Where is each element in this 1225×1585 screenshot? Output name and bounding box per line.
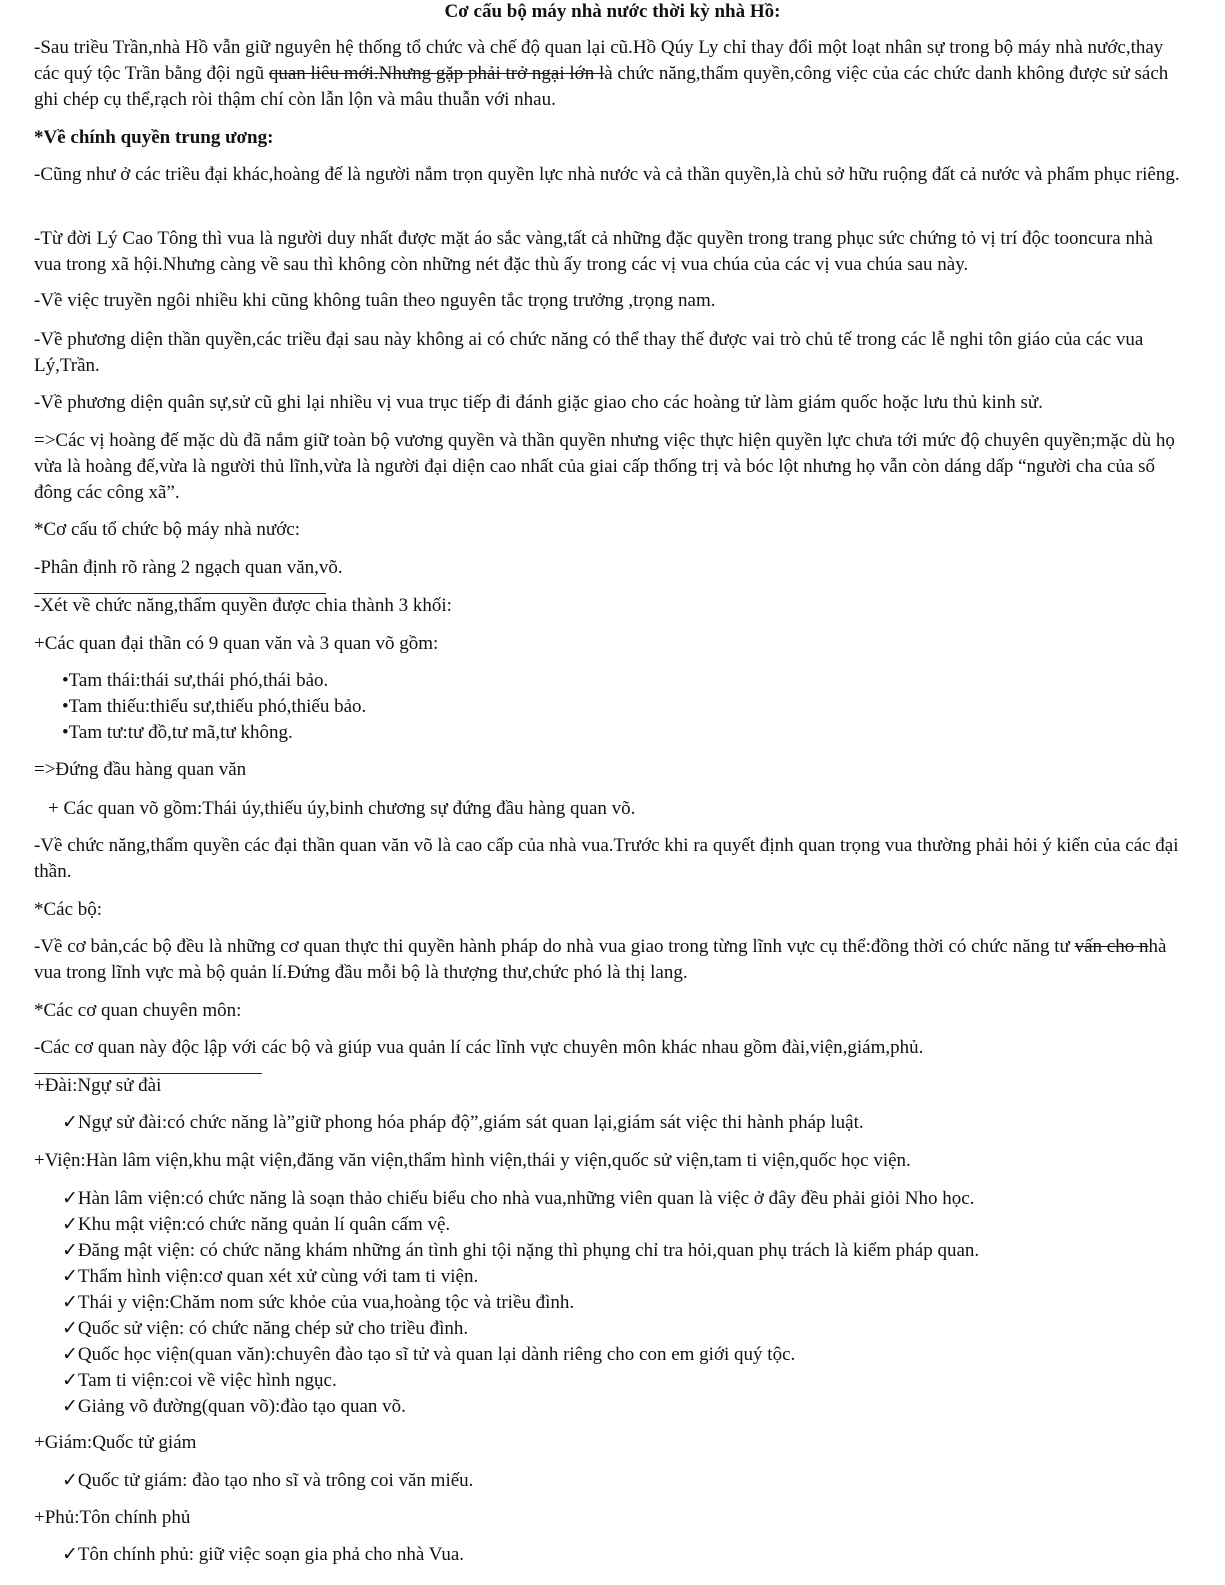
bullet-item: •Tam thiếu:thiếu sư,thiếu phó,thiếu bảo.: [62, 696, 367, 717]
subheading-vien: +Viện:Hàn lâm viện,khu mật viện,đăng văn viện,thẩm hình viện,thái y viện,quốc sử viện,tam ti viện,quốc học viện.: [34, 1150, 911, 1171]
paragraph-three-blocks: -Xét về chức năng,thẩm quyền được chia thành 3 khối:: [34, 595, 452, 616]
paragraph-text: -Sau triều Trần,nhà Hồ vẫn giữ nguyên hệ thống tổ chức và chế độ quan lại cũ.Hồ Qúy Ly chỉ thay đổi một loạt nhân sự trong bộ máy nhà nước,thay các quý tộc Trần bằng đội ngũ: [34, 37, 1164, 84]
section-heading-central-government: *Về chính quyền trung ương:: [34, 127, 274, 148]
paragraph-civil-head: =>Đứng đầu hàng quan văn: [34, 759, 247, 780]
paragraph-ly-cao-tong: -Từ đời Lý Cao Tông thì vua là người duy nhất được mặt áo sắc vàng,tất cả những đặc quyền trong trang phục sức chứng tỏ vị trí độc tooncura nhà vua trong xã hội.Nhưng càng về sau thì không còn những nét đặc thù ấy trong các vị vua chúa của các vị vua chúa sau này.: [34, 228, 1153, 275]
strikethrough-text: vấn cho n: [1074, 936, 1149, 957]
check-item: ✓Giảng võ đường(quan võ):đào tạo quan võ.: [62, 1396, 406, 1417]
paragraph-great-officials: +Các quan đại thần có 9 quan văn và 3 quan võ gồm:: [34, 633, 439, 654]
subheading-giam: +Giám:Quốc tử giám: [34, 1432, 197, 1453]
check-item: ✓Đăng mật viện: có chức năng khám những án tình ghi tội nặng thì phụng chỉ tra hỏi,quan phụ trách là kiểm pháp quan.: [62, 1240, 980, 1261]
section-heading-ministries: *Các bộ:: [34, 899, 103, 920]
check-item: ✓Quốc sử viện: có chức năng chép sử cho triều đình.: [62, 1318, 469, 1339]
paragraph-succession: -Về việc truyền ngôi nhiều khi cũng không tuân theo nguyên tắc trọng trưởng ,trọng nam.: [34, 290, 716, 311]
paragraph-military-officials: + Các quan võ gồm:Thái úy,thiếu úy,binh chương sự đứng đầu hàng quan võ.: [48, 798, 636, 819]
section-heading-agencies: *Các cơ quan chuyên môn:: [34, 1000, 242, 1021]
bullet-item: •Tam tư:tư đồ,tư mã,tư không.: [62, 722, 293, 743]
check-item: ✓Khu mật viện:có chức năng quản lí quân cấm vệ.: [62, 1214, 451, 1235]
paragraph-officials-function: -Về chức năng,thẩm quyền các đại thần quan văn võ là cao cấp của nhà vua.Trước khi ra quyết định quan trọng vua thường phải hỏi ý kiến của các đại thần.: [34, 835, 1179, 882]
check-item: ✓Hàn lâm viện:có chức năng là soạn thảo chiếu biểu cho nhà vua,những viên quan là việc ở đây đều phải giỏi Nho học.: [62, 1188, 975, 1209]
paragraph-text: à chức năng,thẩm quyền,công việc của các chức danh không được sử sách ghi chép cụ thể,rạch ròi thậm chí còn lẫn lộn và mâu thuẫn với nhau.: [34, 63, 1169, 110]
subheading-dai: +Đài:Ngự sử đài: [34, 1075, 162, 1096]
paragraph-emperor-power: -Cũng như ở các triều đại khác,hoàng đế là người nắm trọn quyền lực nhà nước và cả thần quyền,là chủ sở hữu ruộng đất cả nước và phẩm phục riêng.: [34, 164, 1180, 185]
paragraph-conclusion: =>Các vị hoàng đế mặc dù đã nắm giữ toàn bộ vương quyền và thần quyền nhưng việc thực hiện quyền lực chưa tới mức độ chuyên quyền;mặc dù họ vừa là hoàng đế,vừa là người thủ lĩnh,vừa là người đại diện cao nhất của giai cấp thống trị và bóc lột nhưng họ vẫn còn dáng dấp “người cha của số đông các công xã”.: [34, 430, 1175, 503]
page-title: Cơ cấu bộ máy nhà nước thời kỳ nhà Hồ:: [444, 1, 781, 22]
paragraph-two-ranks: -Phân định rõ ràng 2 ngạch quan văn,võ.: [34, 557, 343, 578]
paragraph-agencies: -Các cơ quan này độc lập với các bộ và giúp vua quản lí các lĩnh vực chuyên môn khác nhau gồm đài,viện,giám,phủ.: [34, 1037, 924, 1058]
check-item: ✓Quốc tử giám: đào tạo nho sĩ và trông coi văn miếu.: [62, 1470, 474, 1491]
paragraph-text: -Về cơ bản,các bộ đều là những cơ quan thực thi quyền hành pháp do nhà vua giao trong từng lĩnh vực cụ thể:đồng thời có chức năng tư: [34, 936, 1075, 957]
paragraph-military: -Về phương diện quân sự,sử cũ ghi lại nhiều vị vua trục tiếp đi đánh giặc giao cho các hoàng tử làm giám quốc hoặc lưu thủ kinh sử.: [34, 392, 1043, 413]
strikethrough-text: quan liêu mới.Nhưng gặp phải trở ngại lớn l: [268, 63, 605, 84]
paragraph-ministries: [34, 934, 1184, 986]
check-item: ✓Tôn chính phủ: giữ việc soạn gia phả cho nhà Vua.: [62, 1544, 464, 1565]
paragraph-intro: [34, 35, 1184, 113]
subheading-phu: +Phủ:Tôn chính phủ: [34, 1507, 191, 1528]
bullet-item: •Tam thái:thái sư,thái phó,thái bảo.: [62, 670, 329, 691]
section-heading-structure: *Cơ cấu tổ chức bộ máy nhà nước:: [34, 519, 300, 540]
check-item: ✓Tam ti viện:coi về việc hình ngục.: [62, 1370, 337, 1391]
paragraph-theocracy: -Về phương diện thần quyền,các triều đại sau này không ai có chức năng có thể thay thế được vai trò chủ tế trong các lễ nghi tôn giáo của các vua Lý,Trần.: [34, 329, 1144, 376]
check-item: ✓Quốc học viện(quan văn):chuyên đào tạo sĩ tử và quan lại dành riêng cho con em giới quý tộc.: [62, 1344, 796, 1365]
check-item: ✓Thẩm hình viện:cơ quan xét xử cùng với tam ti viện.: [62, 1266, 479, 1287]
paragraph-text: hà vua trong lĩnh vực mà bộ quản lí.Đứng đầu mỗi bộ là thượng thư,chức phó là thị lang.: [34, 936, 1167, 983]
check-item: ✓Ngự sử đài:có chức năng là”giữ phong hóa pháp độ”,giám sát quan lại,giám sát việc thi hành pháp luật.: [62, 1112, 864, 1133]
check-item: ✓Thái y viện:Chăm nom sức khỏe của vua,hoàng tộc và triều đình.: [62, 1292, 575, 1313]
